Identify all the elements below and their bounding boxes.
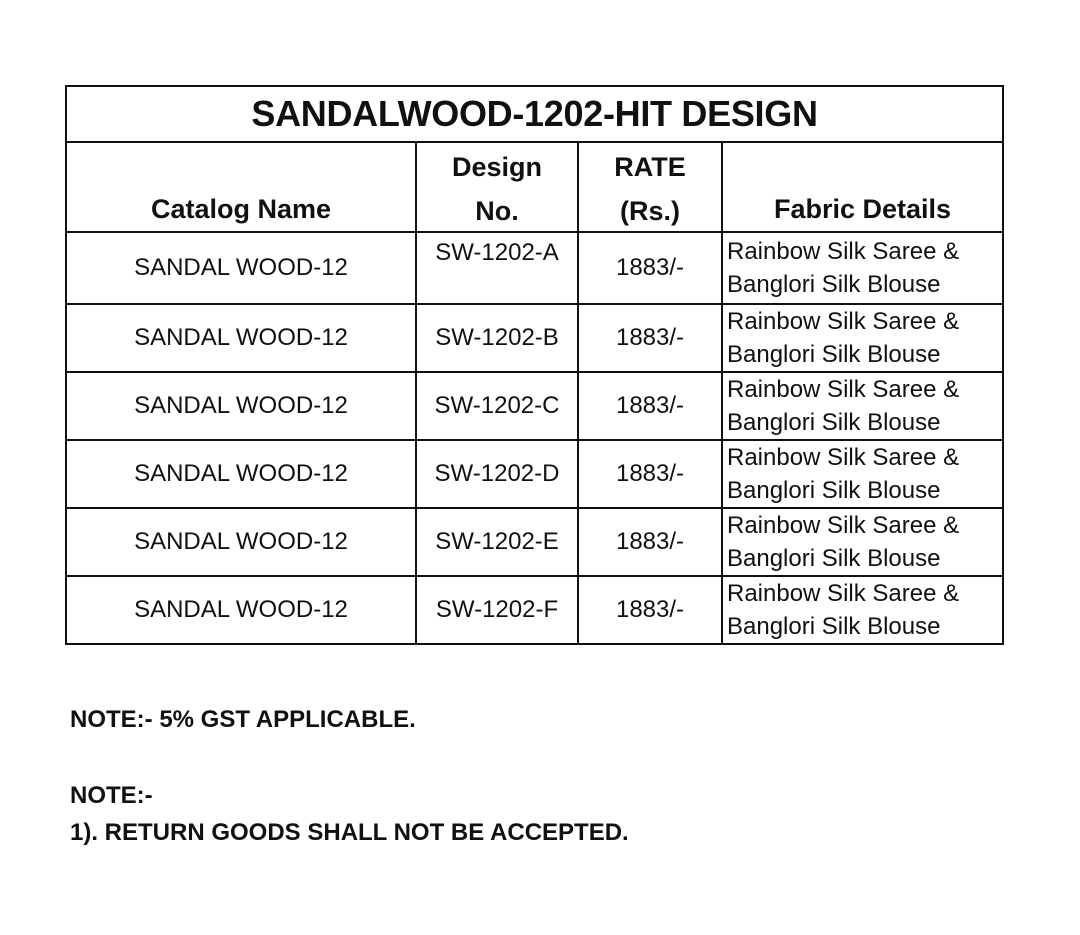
- fabric-line-1: Rainbow Silk Saree &: [727, 238, 960, 265]
- header-catalog-name: [66, 142, 416, 232]
- catalog-name-cell: SANDAL WOOD-12: [66, 372, 416, 440]
- table-row: [66, 508, 1003, 576]
- table-row: [66, 372, 1003, 440]
- fabric-line-2: Banglori Silk Blouse: [727, 477, 941, 504]
- header-fabric-details-label: Fabric Details: [773, 194, 952, 224]
- design-no-cell: SW-1202-B: [416, 304, 578, 372]
- header-fabric-details: [722, 142, 1003, 232]
- fabric-line-1: Rainbow Silk Saree &: [727, 512, 960, 539]
- rate-cell: 1883/-: [578, 372, 722, 440]
- design-no-cell: SW-1202-C: [416, 372, 578, 440]
- header-rate-line1: RATE: [614, 152, 686, 182]
- fabric-line-1: Rainbow Silk Saree &: [727, 444, 960, 471]
- fabric-details-cell: [722, 304, 1003, 372]
- fabric-line-1: Rainbow Silk Saree &: [727, 308, 960, 335]
- fabric-details-cell: [722, 232, 1003, 304]
- design-no-cell: SW-1202-A: [416, 232, 578, 304]
- rate-cell: 1883/-: [578, 508, 722, 576]
- header-catalog-name-label: Catalog Name: [150, 194, 332, 224]
- notes-heading: NOTE:-: [70, 782, 153, 809]
- catalog-name-cell: SANDAL WOOD-12: [66, 440, 416, 508]
- table-row: [66, 304, 1003, 372]
- design-no-cell: SW-1202-F: [416, 576, 578, 644]
- rate-cell: 1883/-: [578, 440, 722, 508]
- rate-cell: 1883/-: [578, 304, 722, 372]
- note-item-return-policy: 1). RETURN GOODS SHALL NOT BE ACCEPTED.: [70, 819, 629, 846]
- fabric-line-2: Banglori Silk Blouse: [727, 341, 941, 368]
- catalog-name-cell: SANDAL WOOD-12: [66, 304, 416, 372]
- catalog-name-cell: SANDAL WOOD-12: [66, 232, 416, 304]
- header-design-no: [416, 142, 578, 232]
- catalog-name-cell: SANDAL WOOD-12: [66, 576, 416, 644]
- price-table: [65, 85, 1004, 645]
- table-row: [66, 232, 1003, 304]
- rate-cell: 1883/-: [578, 232, 722, 304]
- fabric-details-cell: [722, 576, 1003, 644]
- fabric-details-cell: [722, 440, 1003, 508]
- table-title: SANDALWOOD-1202-HIT DESIGN: [66, 86, 1003, 142]
- fabric-line-2: Banglori Silk Blouse: [727, 613, 941, 640]
- header-design-no-line2: No.: [475, 196, 519, 226]
- design-no-cell: SW-1202-D: [416, 440, 578, 508]
- header-rate-line2: (Rs.): [620, 196, 680, 226]
- fabric-line-1: Rainbow Silk Saree &: [727, 376, 960, 403]
- header-rate: [578, 142, 722, 232]
- fabric-details-cell: [722, 372, 1003, 440]
- catalog-name-cell: SANDAL WOOD-12: [66, 508, 416, 576]
- fabric-line-2: Banglori Silk Blouse: [727, 271, 941, 298]
- design-no-cell: SW-1202-E: [416, 508, 578, 576]
- price-list-sheet: [65, 85, 1002, 645]
- fabric-details-cell: [722, 508, 1003, 576]
- fabric-line-1: Rainbow Silk Saree &: [727, 580, 960, 607]
- table-row: [66, 440, 1003, 508]
- header-design-no-line1: Design: [451, 152, 543, 182]
- rate-cell: 1883/-: [578, 576, 722, 644]
- fabric-line-2: Banglori Silk Blouse: [727, 409, 941, 436]
- gst-note: NOTE:- 5% GST APPLICABLE.: [70, 706, 416, 733]
- table-row: [66, 576, 1003, 644]
- fabric-line-2: Banglori Silk Blouse: [727, 545, 941, 572]
